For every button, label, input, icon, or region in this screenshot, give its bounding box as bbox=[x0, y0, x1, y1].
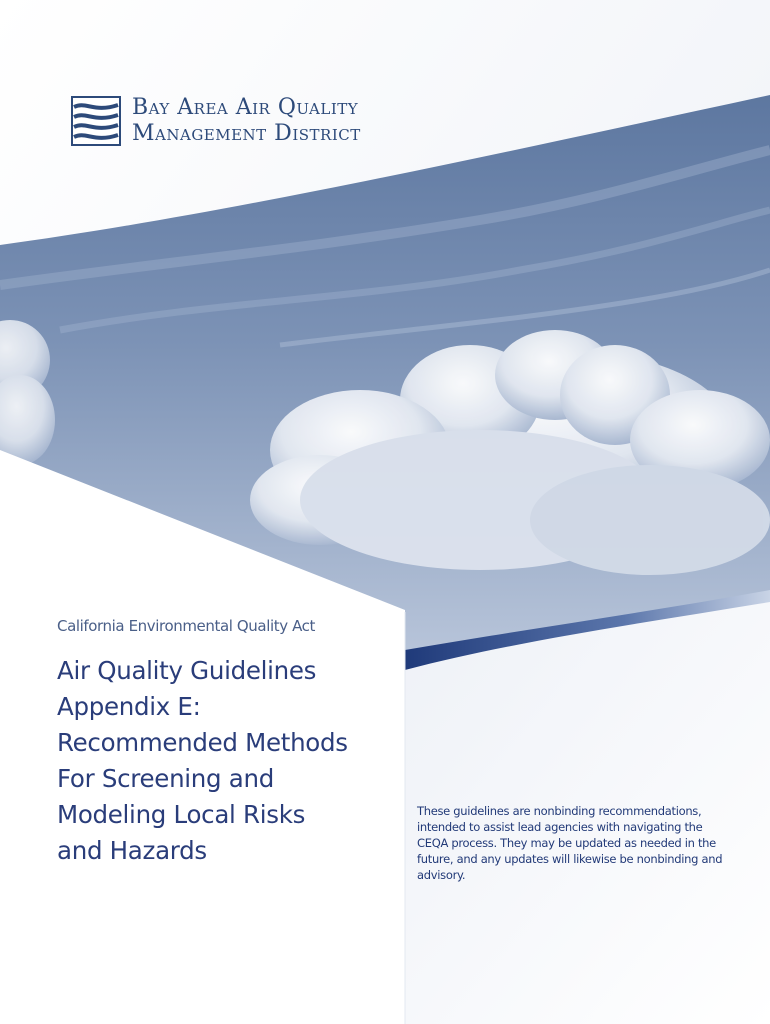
disclaimer-text bbox=[417, 803, 757, 883]
title-line: and Hazards bbox=[57, 836, 207, 865]
title-line: Appendix E: bbox=[57, 692, 201, 721]
district-logo bbox=[70, 95, 361, 147]
district-name bbox=[132, 95, 361, 147]
title-line: For Screening and bbox=[57, 764, 274, 793]
document-subtitle: California Environmental Quality Act bbox=[57, 617, 315, 635]
district-name-line2: Management District bbox=[132, 121, 361, 146]
district-name-line1: Bay Area Air Quality bbox=[132, 95, 359, 120]
disclaimer-line: intended to assist lead agencies with navigating the bbox=[417, 820, 703, 834]
disclaimer-line: future, and any updates will likewise be nonbinding and bbox=[417, 852, 723, 866]
disclaimer-line: advisory. bbox=[417, 868, 466, 882]
disclaimer-line: CEQA process. They may be updated as needed in the bbox=[417, 836, 716, 850]
title-line: Modeling Local Risks bbox=[57, 800, 306, 829]
document-title bbox=[57, 653, 348, 869]
title-line: Recommended Methods bbox=[57, 728, 348, 757]
wave-seal-icon bbox=[70, 95, 122, 147]
disclaimer-line: These guidelines are nonbinding recommendations, bbox=[417, 804, 702, 818]
title-line: Air Quality Guidelines bbox=[57, 656, 317, 685]
